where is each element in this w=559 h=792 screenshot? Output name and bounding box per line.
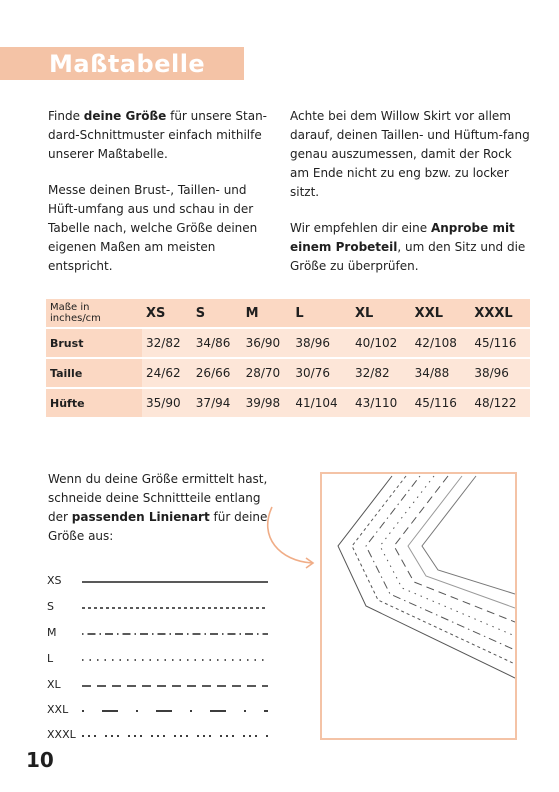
line-sample-xs: [82, 580, 268, 584]
table-cell: 36/90: [242, 329, 292, 357]
arrow-icon: [262, 505, 322, 575]
fitting-paragraph: Wir empfehlen dir eine Anprobe mit einem Probeteil, um den Sitz und die Größe zu überprüfen.: [290, 221, 526, 273]
table-cell: 30/76: [291, 359, 351, 387]
size-header: M: [242, 299, 292, 327]
line-sample-s: [82, 606, 268, 610]
line-label-xxl: XXL: [47, 703, 69, 716]
table-cell: 32/82: [351, 359, 411, 387]
line-label-xs: XS: [47, 574, 62, 587]
table-cell: 37/94: [192, 389, 242, 417]
measure-paragraph: Messe deinen Brust-, Taillen- und Hüft-umfang aus und schau in der Tabelle nach, welche Größe deinen eigenen Maßen am meisten entspricht.: [48, 183, 258, 273]
size-table-header: [46, 299, 530, 327]
table-cell: 35/90: [142, 389, 192, 417]
line-label-xxxl: XXXL: [47, 728, 76, 741]
size-header: L: [291, 299, 351, 327]
table-cell: 32/82: [142, 329, 192, 357]
line-sample-xxl: [82, 709, 268, 713]
table-cell: 48/122: [470, 389, 530, 417]
line-sample-xxxl: [82, 734, 268, 738]
table-cell: 38/96: [470, 359, 530, 387]
line-label-m: M: [47, 626, 57, 639]
table-cell: 41/104: [291, 389, 351, 417]
row-label: Taille: [46, 359, 142, 387]
corner-label: Maße in inches/cm: [46, 299, 142, 327]
table-cell: 38/96: [291, 329, 351, 357]
table-cell: 39/98: [242, 389, 292, 417]
pattern-lines: [322, 474, 515, 738]
size-header: XS: [142, 299, 192, 327]
page-title: Maßtabelle: [49, 50, 206, 78]
line-label-s: S: [47, 600, 54, 613]
row-label: Hüfte: [46, 389, 142, 417]
table-row: [46, 389, 530, 417]
size-header: XXXL: [470, 299, 530, 327]
table-cell: 45/116: [411, 389, 471, 417]
table-cell: 42/108: [411, 329, 471, 357]
table-cell: 45/116: [470, 329, 530, 357]
pattern-illustration: [320, 472, 517, 740]
table-cell: 26/66: [192, 359, 242, 387]
table-cell: 34/86: [192, 329, 242, 357]
line-sample-m: [82, 632, 268, 636]
skirt-paragraph: Achte bei dem Willow Skirt vor allem darauf, deinen Taillen- und Hüftum-fang genau auszumessen, damit der Rock am Ende nicht zu eng bzw. zu locker sitzt.: [290, 109, 530, 199]
table-cell: 40/102: [351, 329, 411, 357]
line-sample-xl: [82, 684, 268, 688]
table-cell: 28/70: [242, 359, 292, 387]
table-cell: 34/88: [411, 359, 471, 387]
size-header: XL: [351, 299, 411, 327]
intro-paragraph: Finde deine Größe für unsere Stan-dard-Schnittmuster einfach mithilfe unserer Maßtabelle.: [48, 109, 267, 161]
page-number: 10: [26, 748, 54, 772]
size-table: [46, 297, 530, 419]
row-label: Brust: [46, 329, 142, 357]
table-row: [46, 359, 530, 387]
table-cell: 43/110: [351, 389, 411, 417]
cut-instructions: Wenn du deine Größe ermittelt hast, schneide deine Schnittteile entlang der passenden Linienart für deine Größe aus:: [48, 472, 268, 543]
line-label-l: L: [47, 652, 54, 665]
size-header: S: [192, 299, 242, 327]
table-cell: 24/62: [142, 359, 192, 387]
table-row: [46, 329, 530, 357]
line-sample-l: [82, 658, 268, 662]
line-label-xl: XL: [47, 678, 61, 691]
size-header: XXL: [411, 299, 471, 327]
